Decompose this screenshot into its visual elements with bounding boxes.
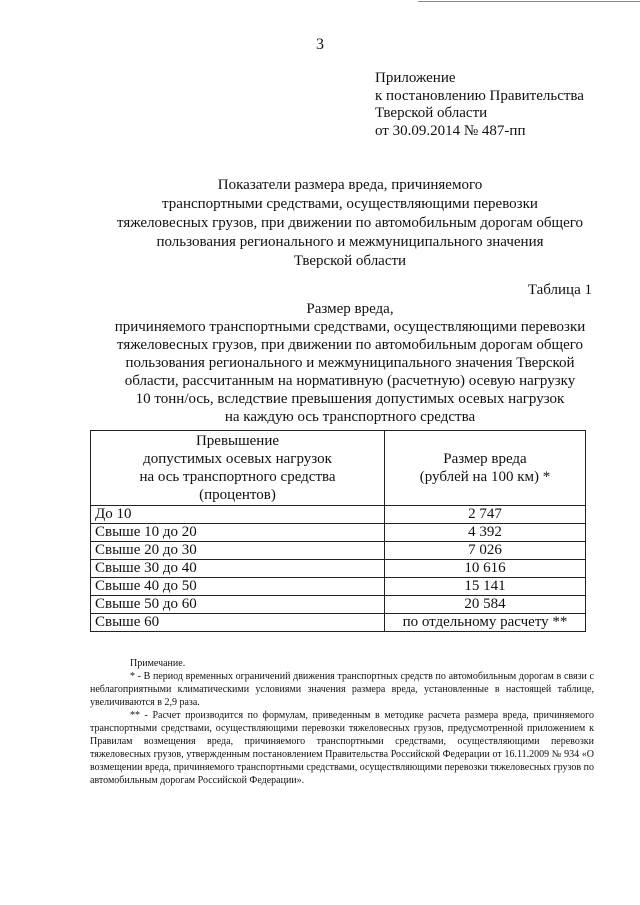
top-border-line (418, 1, 640, 2)
header-line: допустимых осевых нагрузок (143, 451, 332, 467)
title-line: тяжеловесных грузов, при движении по автомобильным дорогам общего (116, 215, 584, 231)
note-1: * - В период временных ограничений движения транспортных средств по автомобильным дорогам в связи с неблагоприятными климатическими условиями значения размера вреда, установленные в настоящей таблице, увеличиваются в 2,9 раза. (90, 671, 594, 708)
overload-range-cell: Свыше 30 до 40 (91, 560, 385, 578)
harm-table (90, 430, 586, 632)
notes-heading: Примечание. (130, 658, 186, 669)
table-row (91, 542, 586, 560)
table-title-line: 10 тонн/ось, вследствие превышения допустимых осевых нагрузок (135, 391, 565, 407)
header-line: на ось транспортного средства (139, 469, 336, 485)
header-line: (рублей на 100 км) * (419, 469, 551, 485)
overload-range-cell: Свыше 10 до 20 (91, 524, 385, 542)
table-title (80, 300, 620, 426)
header-overload-percent (91, 431, 385, 506)
table-label: Таблица 1 (527, 282, 592, 298)
document-title (80, 176, 620, 271)
page-number: 3 (316, 36, 324, 53)
table-title-line: области, рассчитанным на нормативную (расчетную) осевую нагрузку (124, 373, 576, 389)
overload-range-cell: Свыше 40 до 50 (91, 578, 385, 596)
header-line: Размер вреда (443, 451, 527, 467)
table-title-line: Размер вреда, (306, 301, 394, 317)
table-row (91, 614, 586, 632)
overload-range-cell: Свыше 60 (91, 614, 385, 632)
header-line: Превышение (195, 433, 280, 449)
table-row (91, 506, 586, 524)
table-title-line: пользования регионального и межмуниципального значения Тверской (125, 355, 575, 371)
title-line: Показатели размера вреда, причиняемого (217, 177, 483, 193)
overload-range-cell: Свыше 50 до 60 (91, 596, 385, 614)
table-title-line: причиняемого транспортными средствами, осуществляющими перевозки (114, 319, 586, 335)
table-row (91, 524, 586, 542)
approval-line: от 30.09.2014 № 487-пп (375, 122, 526, 139)
header-harm-amount (385, 431, 586, 506)
approval-line: Приложение (375, 70, 456, 86)
table-row (91, 596, 586, 614)
table-header-row (91, 431, 586, 506)
header-line: (процентов) (199, 487, 276, 503)
harm-value-cell: 20 584 (385, 596, 586, 614)
harm-value-cell: 10 616 (385, 560, 586, 578)
harm-value-cell: 7 026 (385, 542, 586, 560)
notes-block (90, 657, 594, 787)
title-line: Тверской области (293, 253, 407, 269)
harm-value-cell: по отдельному расчету ** (385, 614, 586, 632)
harm-value-cell: 15 141 (385, 578, 586, 596)
table-row (91, 578, 586, 596)
overload-range-cell: До 10 (91, 506, 385, 524)
table-title-line: тяжеловесных грузов, при движении по автомобильным дорогам общего (116, 337, 584, 353)
approval-line: Тверской области (375, 105, 488, 121)
table-row (91, 560, 586, 578)
title-line: пользования регионального и межмуниципального значения (156, 234, 544, 250)
title-line: транспортными средствами, осуществляющими перевозки (162, 196, 538, 212)
note-2: ** - Расчет производится по формулам, приведенным в методике расчета размера вреда, причиняемого транспортными средствами, осуществляющими перевозки тяжеловесных грузов, предусмотренной приложением к Правилам возмещения вреда, причиняемого транспортными средствами, осуществляющими перевозки тяжеловесных грузов, утвержденным постановлением Правительства Российской Федерации от 16.11.2009 № 934 «О возмещении вреда, причиняемого транспортными средствами, осуществляющими перевозки тяжеловесных грузов по автомобильным дорогам Российской Федерации». (90, 710, 594, 786)
approval-block (375, 70, 635, 140)
table-title-line: на каждую ось транспортного средства (224, 409, 476, 425)
harm-value-cell: 4 392 (385, 524, 586, 542)
approval-line: к постановлению Правительства (375, 87, 584, 104)
overload-range-cell: Свыше 20 до 30 (91, 542, 385, 560)
harm-value-cell: 2 747 (385, 506, 586, 524)
